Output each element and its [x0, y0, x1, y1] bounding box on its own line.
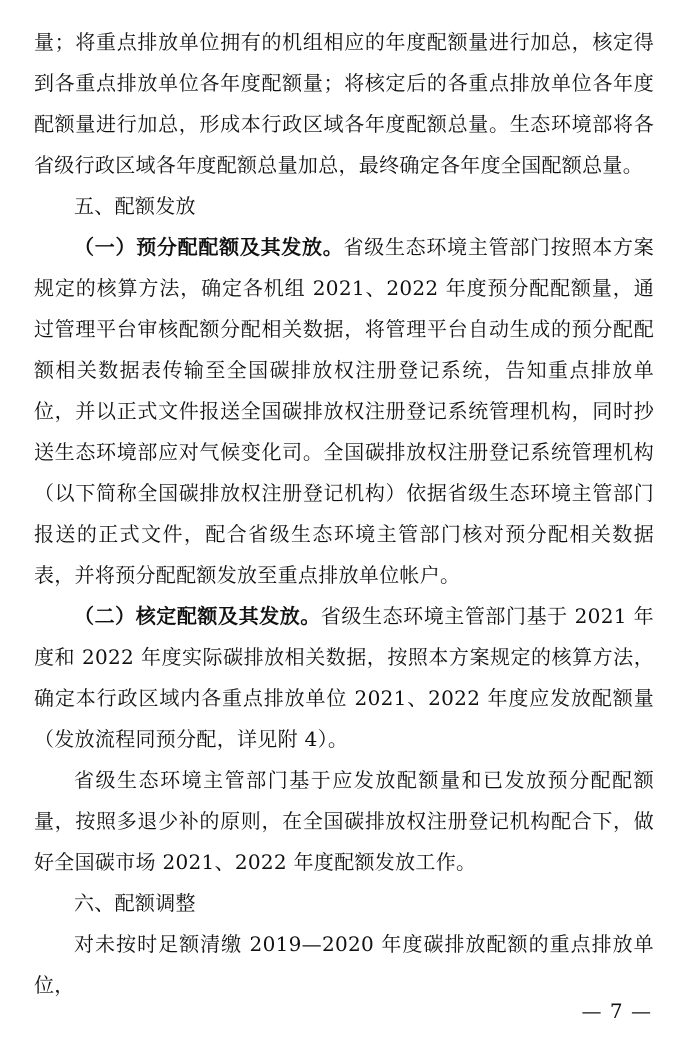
subsection-title-verified-quota: （二）核定配额及其发放。	[74, 604, 321, 628]
paragraph-quota-total: 量；将重点排放单位拥有的机组相应的年度配额量进行加总，核定得到各重点排放单位各年度配额量；将核定后的各重点排放单位各年度配额量进行加总，形成本行政区域各年度配额总量。生态环境部将各省级行政区域各年度配额总量加总，最终确定各年度全国配额总量。	[34, 30, 654, 177]
paragraph-pre-allocation	[34, 227, 654, 596]
paragraph-adjustment: 对未按时足额清缴 2019—2020 年度碳排放配额的重点排放单位，	[34, 932, 654, 997]
section-heading-quota-issuance: 五、配额发放	[74, 194, 196, 218]
page-number: — 7 —	[581, 999, 652, 1023]
subsection-title-pre-allocation: （一）预分配配额及其发放。	[74, 235, 344, 259]
paragraph-issuance-work: 省级生态环境主管部门基于应发放配额量和已发放预分配配额量，按照多退少补的原则，在全国碳排放权注册登记机构配合下，做好全国碳市场 2021、2022 年度配额发放工作。	[34, 768, 654, 874]
subsection-body-verified-quota: 省级生态环境主管部门基于 2021 年度和 2022 年度实际碳排放相关数据，按照本方案规定的核算方法，确定本行政区域内各重点排放单位 2021、2022 年度应发放配额量（发放流程同预分配，详见附 4）。	[34, 604, 654, 751]
document-body	[34, 22, 654, 1006]
paragraph-verified-quota	[34, 596, 654, 760]
section-heading-quota-adjustment: 六、配额调整	[74, 891, 196, 915]
subsection-body-pre-allocation: 省级生态环境主管部门按照本方案规定的核算方法，确定各机组 2021、2022 年度预分配配额量，通过管理平台审核配额分配相关数据，将管理平台自动生成的预分配配额相关数据表传输至全国碳排放权注册登记系统，告知重点排放单位，并以正式文件报送全国碳排放权注册登记系统管理机构，同时抄送生态环境部应对气候变化司。全国碳排放权注册登记系统管理机构（以下简称全国碳排放权注册登记机构）依据省级生态环境主管部门报送的正式文件，配合省级生态环境主管部门核对预分配相关数据表，并将预分配配额发放至重点排放单位帐户。	[34, 235, 654, 587]
